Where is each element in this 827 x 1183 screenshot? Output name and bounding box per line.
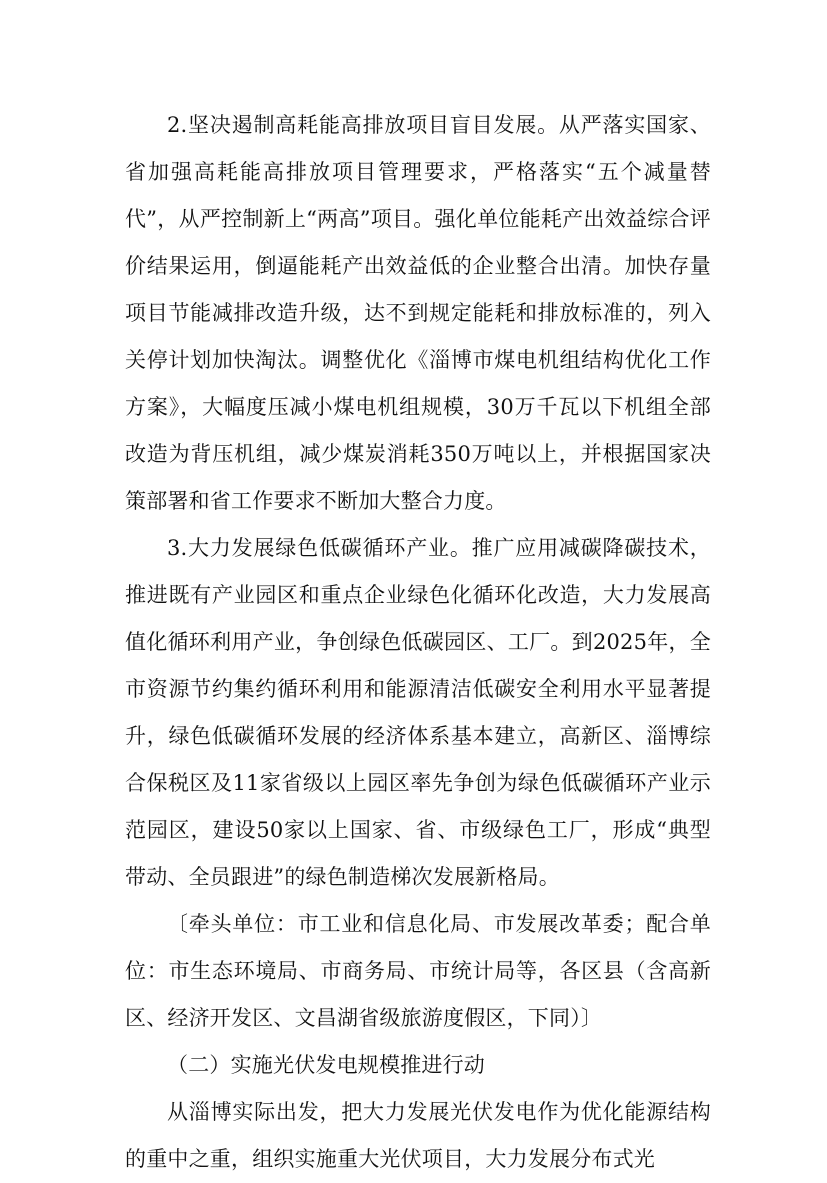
paragraph-photovoltaic-development: 从淄博实际出发，把大力发展光伏发电作为优化能源结构的重中之重，组织实施重大光伏项目，大力发展分布式光 bbox=[125, 1100, 711, 1171]
paragraph-curb-high-energy-projects: 2.坚决遏制高耗能高排放项目盲目发展。从严落实国家、省加强高耗能高排放项目管理要求，严格落实“五个减量替代”，从严控制新上“两高”项目。强化单位能耗产出效益综合评价结果运用，倒逼能耗产出效益低的企业整合出清。加快存量项目节能减排改造升级，达不到规定能耗和排放标准的，列入关停计划加快淘汰。调整优化《淄博市煤电机组结构优化工作方案》，大幅度压减小煤电机组规模，30万千瓦以下机组全部改造为背压机组，减少煤炭消耗350万吨以上，并根据国家决策部署和省工作要求不断加大整合力度。 bbox=[125, 113, 711, 513]
document-body bbox=[125, 102, 711, 1183]
paragraph-green-low-carbon-industry: 3.大力发展绿色低碳循环产业。推广应用减碳降碳技术，推进既有产业园区和重点企业绿色化循环化改造，大力发展高值化循环利用产业，争创绿色低碳园区、工厂。到2025年，全市资源节约集约循环利用和能源清洁低碳安全利用水平显著提升，绿色低碳循环发展的经济体系基本建立，高新区、淄博综合保税区及11家省级以上园区率先争创为绿色低碳循环产业示范园区，建设50家以上国家、省、市级绿色工厂，形成“典型带动、全员跟进”的绿色制造梯次发展新格局。 bbox=[125, 536, 711, 889]
paragraph-responsible-units: 〔牵头单位：市工业和信息化局、市发展改革委；配合单位：市生态环境局、市商务局、市统计局等，各区县（含高新区、经济开发区、文昌湖省级旅游度假区，下同）〕 bbox=[125, 912, 711, 1030]
section-heading-photovoltaic: （二）实施光伏发电规模推进行动 bbox=[167, 1053, 485, 1077]
